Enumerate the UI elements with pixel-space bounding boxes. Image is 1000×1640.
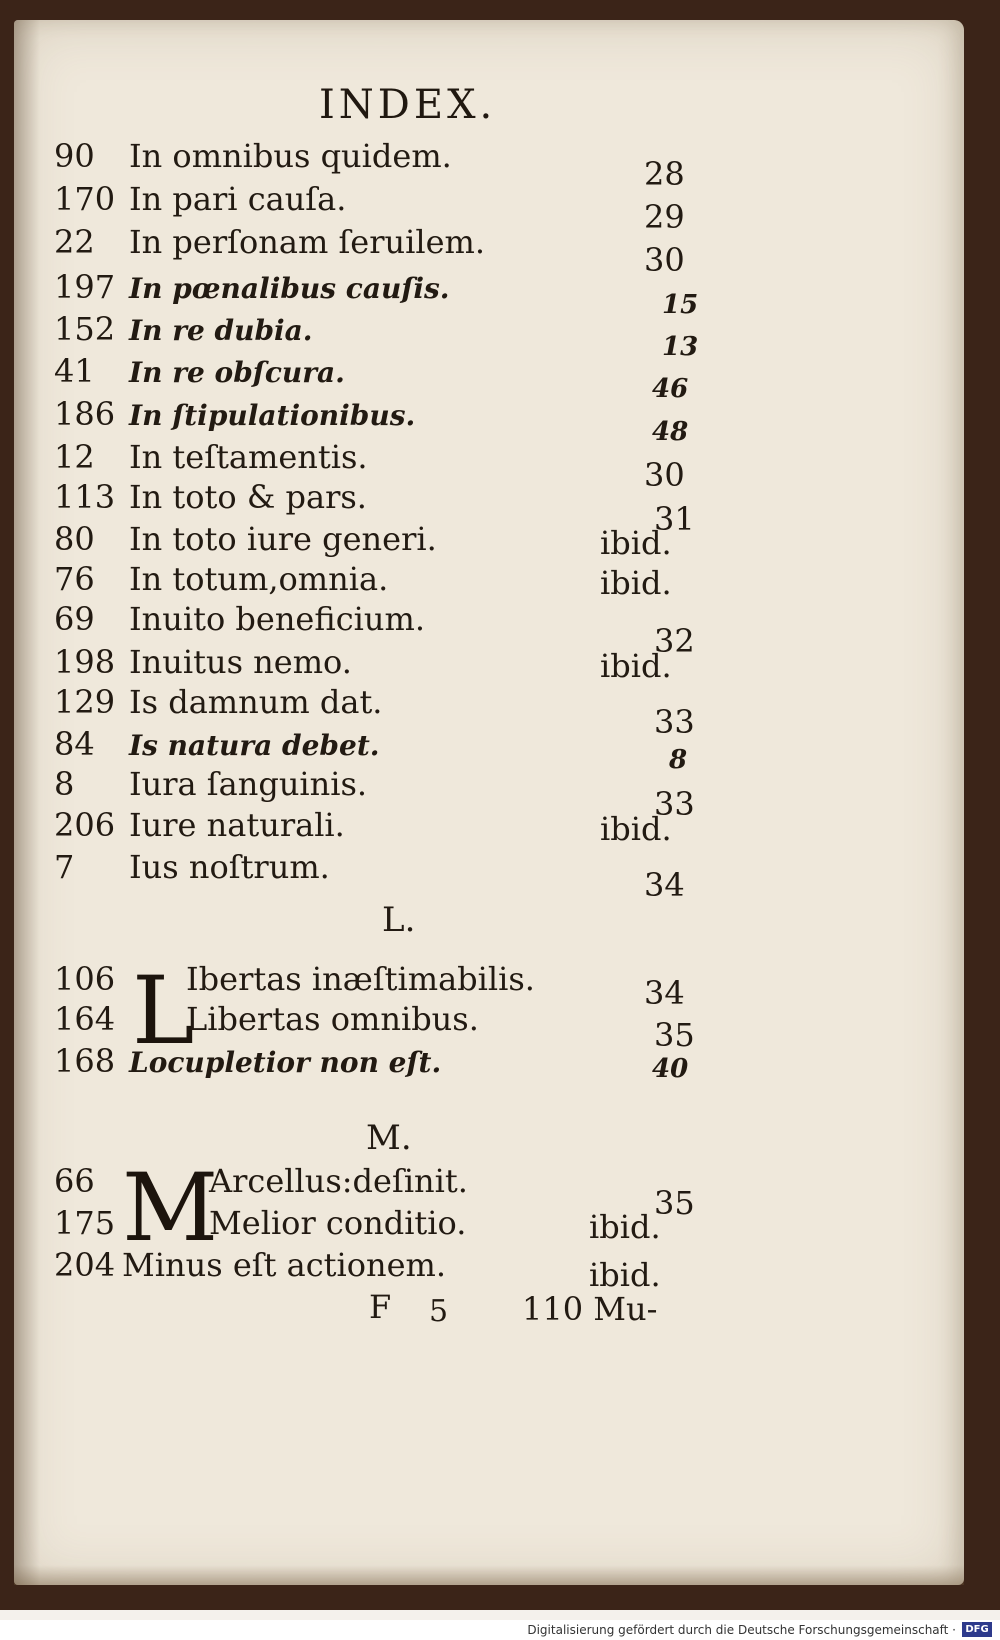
index-entry bbox=[14, 1042, 964, 1082]
entry-number: 80 bbox=[54, 520, 95, 558]
entry-number: 168 bbox=[54, 1042, 116, 1080]
entry-page: 34 bbox=[644, 866, 685, 904]
entry-number: 66 bbox=[54, 1162, 95, 1200]
drop-cap-m: M bbox=[122, 1154, 219, 1263]
entry-number: 186 bbox=[54, 395, 116, 433]
entry-text: In pœnalibus cauſis. bbox=[129, 272, 450, 305]
entry-page: ibid. bbox=[589, 1208, 661, 1246]
entry-text: Is damnum dat. bbox=[129, 683, 383, 721]
entry-page: 30 bbox=[644, 241, 685, 279]
entry-page: 35 bbox=[654, 1184, 695, 1222]
entry-number: 12 bbox=[54, 438, 95, 476]
entry-page: 29 bbox=[644, 198, 685, 236]
entry-page: 32 bbox=[654, 622, 695, 660]
entry-text: Is natura debet. bbox=[129, 729, 380, 762]
index-entry bbox=[14, 395, 964, 447]
index-entry bbox=[14, 438, 964, 494]
entry-number: 84 bbox=[54, 725, 95, 763]
entry-text: In toto iure generi. bbox=[129, 520, 437, 558]
entry-number: 90 bbox=[54, 137, 95, 175]
entry-text: Locupletior non eſt. bbox=[129, 1046, 442, 1079]
entry-text: In re dubia. bbox=[129, 314, 313, 347]
entry-text: In ſtipulationibus. bbox=[129, 399, 416, 432]
entry-number: 22 bbox=[54, 223, 95, 261]
index-entry bbox=[14, 643, 964, 683]
entry-text: Inuitus nemo. bbox=[129, 643, 352, 681]
drop-cap-l: L bbox=[132, 957, 195, 1066]
entry-text: Minus eſt actionem. bbox=[122, 1246, 447, 1284]
entry-text: In teſtamentis. bbox=[129, 438, 368, 476]
entry-page: 48 bbox=[652, 417, 689, 447]
entry-page: ibid. bbox=[600, 647, 672, 685]
index-entry bbox=[14, 725, 964, 775]
entry-number: 206 bbox=[54, 806, 116, 844]
entry-number: 152 bbox=[54, 310, 116, 348]
entry-number: 198 bbox=[54, 643, 116, 681]
index-entry bbox=[14, 1000, 964, 1054]
catchword: 110 Mu- bbox=[522, 1290, 658, 1328]
index-entry bbox=[14, 520, 964, 560]
section-heading-m: M. bbox=[366, 1118, 412, 1158]
index-entry bbox=[14, 352, 964, 404]
entry-number: 197 bbox=[54, 268, 116, 306]
index-entry bbox=[14, 806, 964, 846]
entry-page: 13 bbox=[662, 332, 699, 362]
entry-text: Ius noſtrum. bbox=[129, 848, 330, 886]
index-entry bbox=[14, 560, 964, 600]
entry-page: ibid. bbox=[589, 1256, 661, 1294]
entry-text: Inuito beneficium. bbox=[129, 600, 425, 638]
entry-page: 46 bbox=[652, 374, 689, 404]
entry-text: Libertas omnibus. bbox=[186, 1000, 479, 1038]
signature-number: 5 bbox=[429, 1294, 449, 1329]
entry-page: 35 bbox=[654, 1016, 695, 1054]
entry-text: Arcellus:deſinit. bbox=[209, 1162, 468, 1200]
index-entry bbox=[14, 683, 964, 741]
entry-page: ibid. bbox=[600, 524, 672, 562]
dfg-logo-icon: DFG bbox=[962, 1622, 992, 1637]
index-entry bbox=[14, 600, 964, 660]
index-entry bbox=[14, 765, 964, 823]
entry-number: 175 bbox=[54, 1204, 116, 1242]
index-entry bbox=[14, 223, 964, 279]
entry-number: 170 bbox=[54, 180, 116, 218]
entry-page: 31 bbox=[654, 500, 695, 538]
entry-text: Ibertas inæſtimabilis. bbox=[186, 960, 535, 998]
entry-text: In omnibus quidem. bbox=[129, 137, 452, 175]
entry-page: 40 bbox=[652, 1054, 689, 1084]
running-head: INDEX. bbox=[319, 82, 497, 128]
entry-page: ibid. bbox=[600, 810, 672, 848]
entry-number: 164 bbox=[54, 1000, 116, 1038]
entry-number: 41 bbox=[54, 352, 95, 390]
credit-text: Digitalisierung gefördert durch die Deutsche Forschungsgemeinschaft · bbox=[527, 1623, 956, 1637]
index-entry bbox=[14, 268, 964, 320]
index-entry bbox=[14, 310, 964, 362]
entry-page: 8 bbox=[669, 745, 688, 775]
index-entry bbox=[14, 848, 964, 904]
entry-number: 76 bbox=[54, 560, 95, 598]
entry-page: 28 bbox=[644, 155, 685, 193]
index-entry bbox=[14, 1246, 964, 1294]
index-entries bbox=[14, 20, 964, 1585]
entry-text: In toto & pars. bbox=[129, 478, 367, 516]
entry-number: 113 bbox=[54, 478, 116, 516]
entry-number: 69 bbox=[54, 600, 95, 638]
entry-page: 34 bbox=[644, 974, 685, 1012]
credit-bar bbox=[0, 1620, 1000, 1640]
index-entry bbox=[14, 478, 964, 538]
index-entry bbox=[14, 960, 964, 1012]
section-heading-l: L. bbox=[382, 900, 416, 940]
entry-text: In perſonam ſeruilem. bbox=[129, 223, 486, 261]
entry-text: Iura ſanguinis. bbox=[129, 765, 368, 803]
entry-number: 8 bbox=[54, 765, 75, 803]
entry-text: Iure naturali. bbox=[129, 806, 345, 844]
entry-page: 15 bbox=[662, 290, 699, 320]
index-entry bbox=[14, 137, 964, 193]
entry-page: 33 bbox=[654, 703, 695, 741]
entry-page: 33 bbox=[654, 785, 695, 823]
index-entry bbox=[14, 180, 964, 236]
index-entry bbox=[14, 1204, 964, 1244]
entry-page: 30 bbox=[644, 456, 685, 494]
entry-text: In re obſcura. bbox=[129, 356, 345, 389]
entry-page: ibid. bbox=[600, 564, 672, 602]
entry-text: In totum,omnia. bbox=[129, 560, 389, 598]
entry-number: 106 bbox=[54, 960, 116, 998]
entry-number: 7 bbox=[54, 848, 75, 886]
index-entry bbox=[14, 1162, 964, 1222]
entry-number: 204 bbox=[54, 1246, 116, 1284]
entry-text: In pari cauſa. bbox=[129, 180, 347, 218]
book-page bbox=[14, 20, 964, 1585]
entry-text: Melior conditio. bbox=[209, 1204, 467, 1242]
entry-number: 129 bbox=[54, 683, 116, 721]
signature-mark: F bbox=[369, 1288, 392, 1326]
